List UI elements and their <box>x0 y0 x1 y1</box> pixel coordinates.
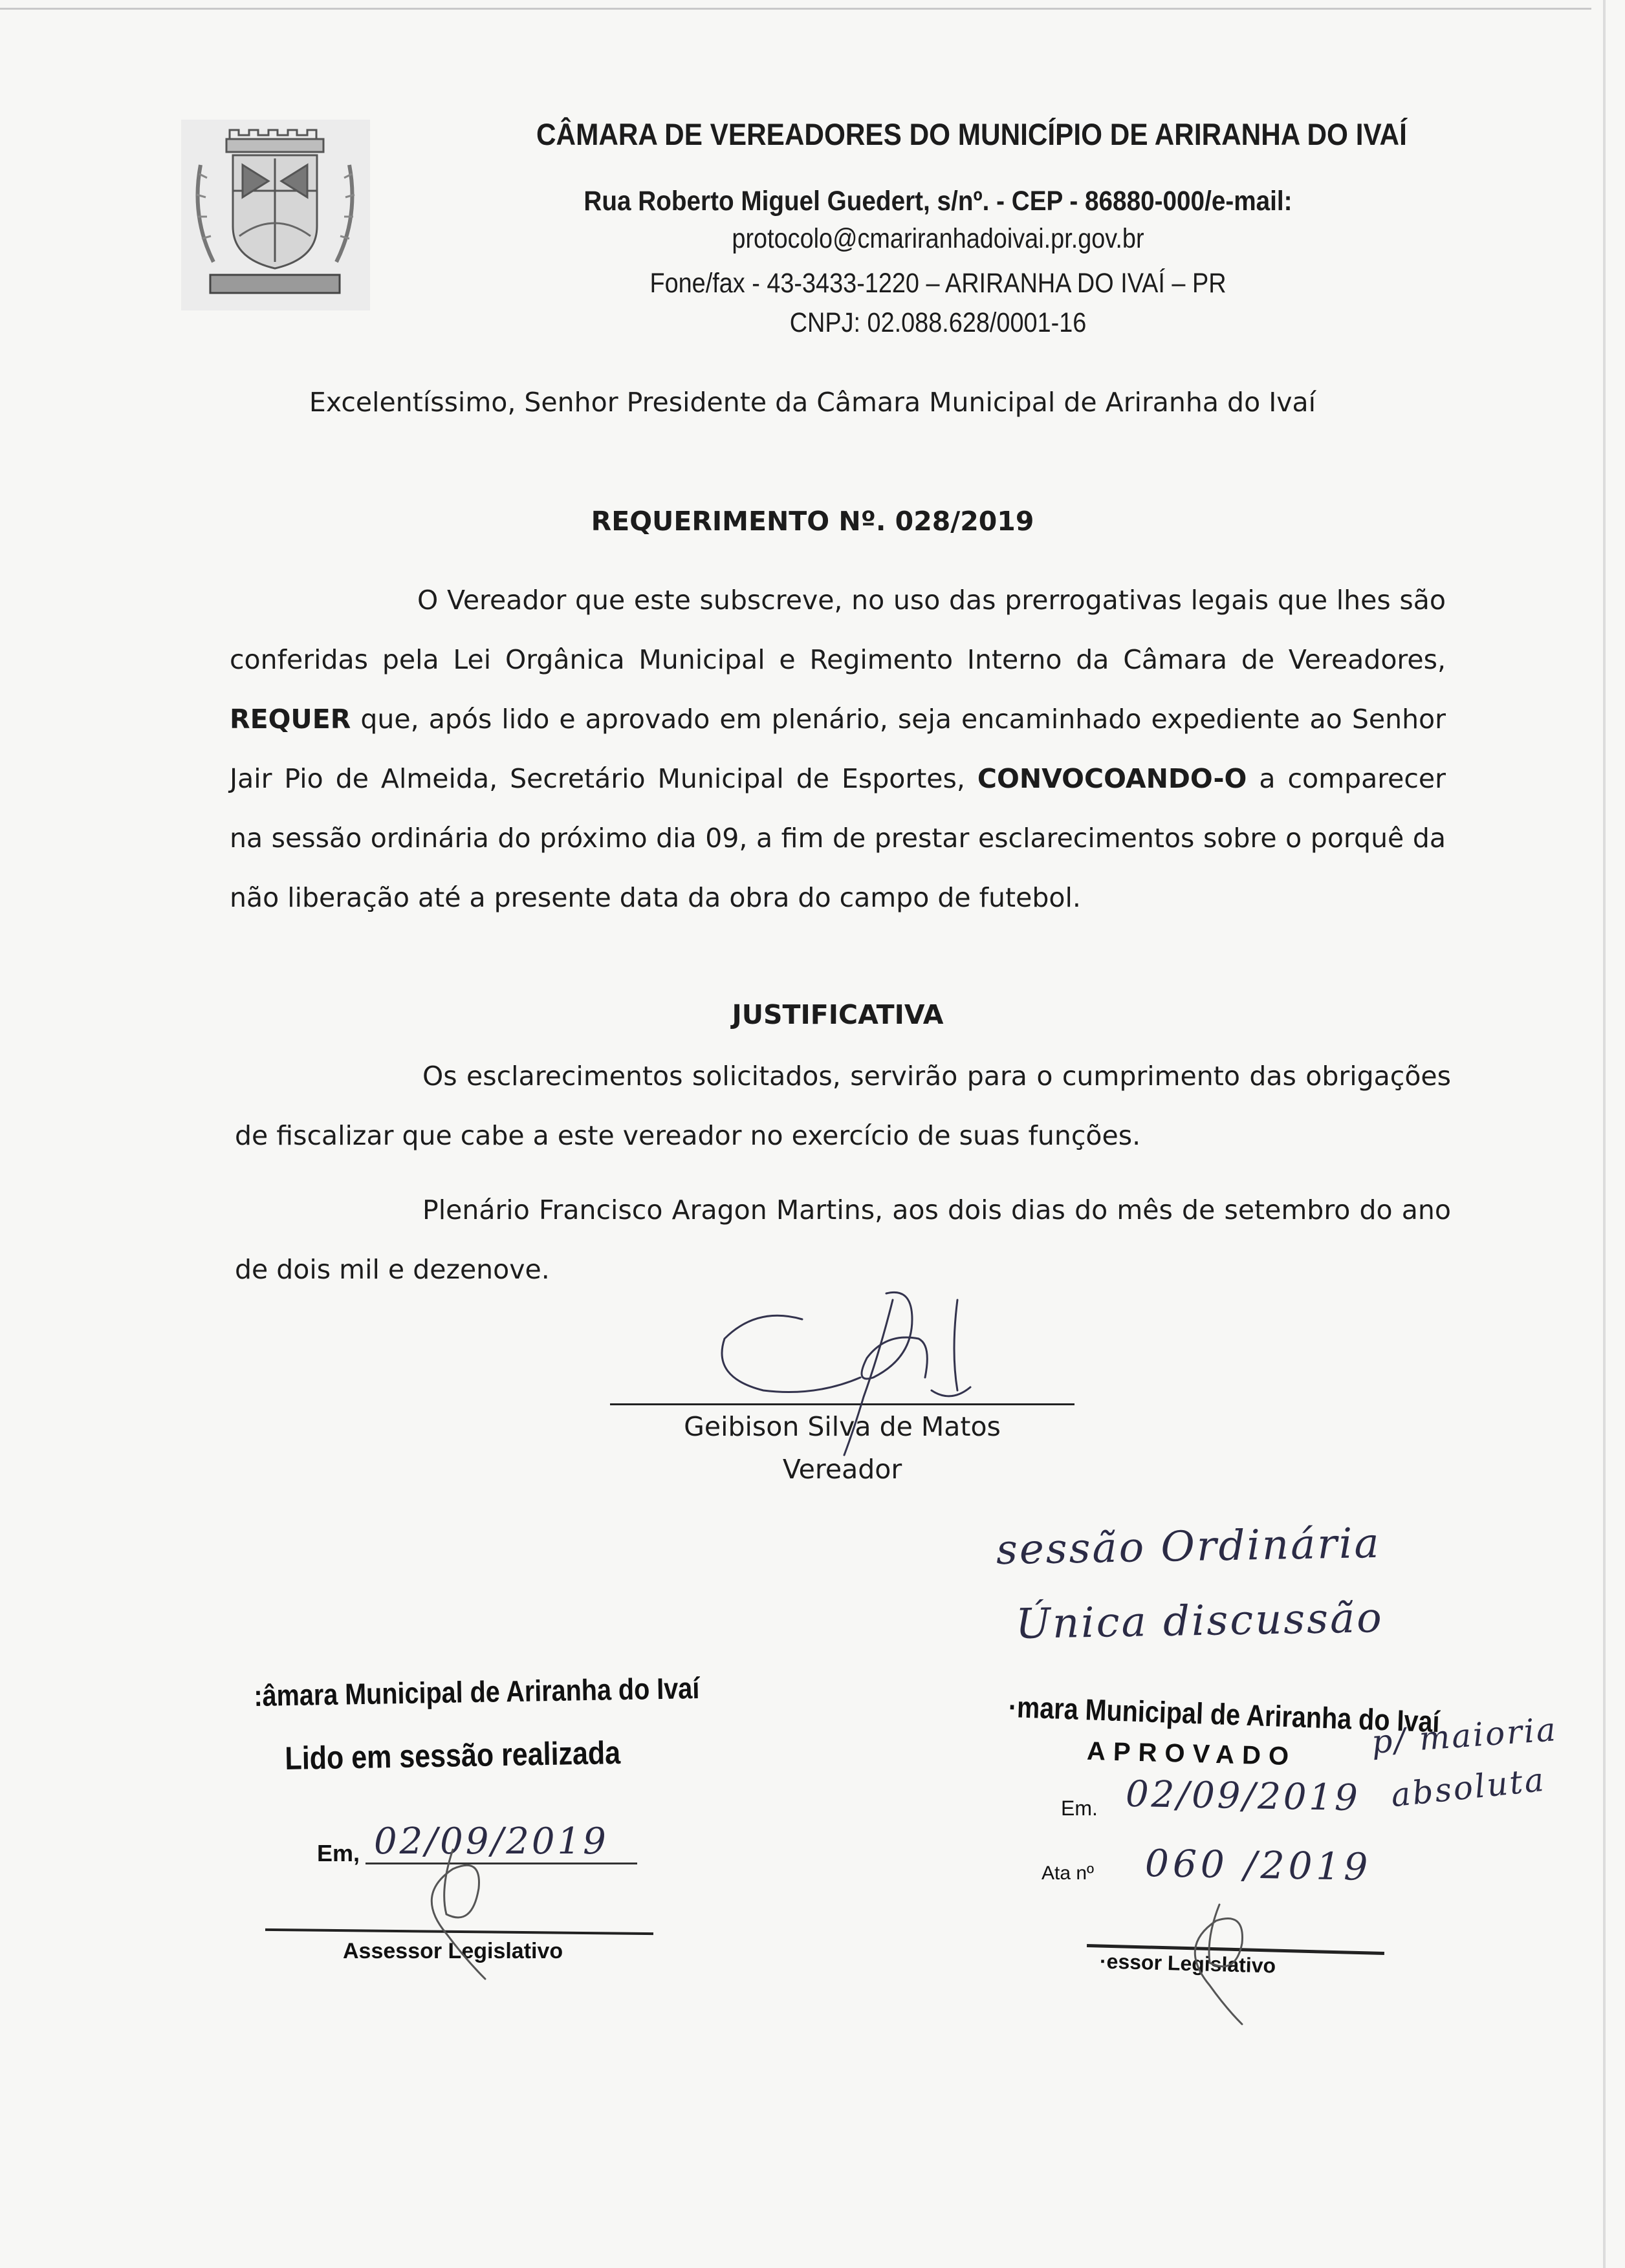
left-stamp-footer: Assessor Legislativo <box>343 1939 563 1963</box>
signature-line <box>610 1403 1074 1405</box>
page-right-edge <box>1603 0 1606 2268</box>
vereador-signature-stroke-1 <box>722 1315 860 1392</box>
page-top-edge <box>0 8 1591 10</box>
request-keyword: REQUER <box>230 704 351 735</box>
institution-email: protocolo@cmariranhadoivai.pr.gov.br <box>732 223 1144 254</box>
greeting: Excelentíssimo, Senhor Presidente da Câmara Municipal de Ariranha do Ivaí <box>309 387 1316 418</box>
document-title: REQUERIMENTO Nº. 028/2019 <box>591 506 1034 537</box>
institution-cnpj: CNPJ: 02.088.628/0001-16 <box>789 307 1087 338</box>
left-stamp-date-line <box>365 1863 637 1864</box>
vereador-signature-stroke-3 <box>862 1292 927 1379</box>
right-stamp-header: ·mara Municipal de Ariranha do Ivaí <box>1008 1689 1441 1739</box>
justification-text: Os esclarecimentos solicitados, servirão para o cumprimento das obrigações de fiscalizar que cabe a este vereador no exercício de suas funções. <box>235 1061 1451 1151</box>
vereador-signature-stroke-4 <box>954 1300 957 1390</box>
right-stamp-footer: ·essor Legislativo <box>1099 1949 1276 1978</box>
institution-name: CÂMARA DE VEREADORES DO MUNICÍPIO DE ARIRANHA DO IVAÍ <box>536 117 1407 151</box>
handwritten-session-note: sessão Ordinária <box>996 1519 1382 1575</box>
request-text-2: que, após lido e aprovado em plenário, seja encaminhado expediente ao Senhor Jair Pio de Almeida, Secretário Municipal de Esportes, <box>230 704 1446 794</box>
left-stamp-status: Lido em sessão realizada <box>285 1734 621 1777</box>
right-stamp-date-value: 02/09/2019 <box>1125 1773 1361 1820</box>
institution-address: Rua Roberto Miguel Guedert, s/nº. - CEP - 86880-000/e-mail: <box>583 186 1292 217</box>
signatory-name: Geibison Silva de Matos <box>684 1411 1001 1442</box>
right-stamp-ata-value: 060 /2019 <box>1144 1841 1372 1890</box>
right-stamp-date-label: Em. <box>1061 1797 1098 1820</box>
request-text-1: O Vereador que este subscreve, no uso das prerrogativas legais que lhes são conferidas pela Lei Orgânica Municipal e Regimento Interno da Câmara de Vereadores, <box>230 585 1446 675</box>
left-stamp-header: :âmara Municipal de Ariranha do Ivaí <box>254 1670 700 1712</box>
coat-of-arms-icon <box>181 120 370 310</box>
justification-title: JUSTIFICATIVA <box>732 999 944 1030</box>
right-stamp-ata-label: Ata nº <box>1042 1863 1095 1884</box>
closing-text: Plenário Francisco Aragon Martins, aos dois dias do mês de setembro do ano de dois mil e dezenove. <box>235 1194 1451 1285</box>
signatory-role: Vereador <box>782 1454 902 1485</box>
right-stamp-status: APROVADO <box>1086 1736 1297 1771</box>
request-text-3: a comparecer na sessão ordinária do próximo dia 09, a fim de prestar esclarecimentos sobre o porquê da não liberação até a presente data da obra do campo de futebol. <box>230 763 1446 913</box>
handwritten-discussion-note: Única discussão <box>1015 1594 1384 1648</box>
convocation-keyword: CONVOCOANDO-O <box>977 763 1247 794</box>
left-stamp-date-value: 02/09/2019 <box>374 1820 609 1863</box>
left-stamp-date-label: Em, <box>317 1840 360 1866</box>
institution-phone: Fone/fax - 43-3433-1220 – ARIRANHA DO IVAÍ – PR <box>649 268 1227 299</box>
handwritten-majority-note: p/ maioria <box>1370 1711 1559 1761</box>
left-stamp-signature-line <box>265 1928 653 1935</box>
handwritten-absolute-note: absoluta <box>1389 1760 1548 1815</box>
vereador-signature-stroke-5 <box>932 1387 970 1396</box>
request-paragraph <box>230 570 1446 927</box>
